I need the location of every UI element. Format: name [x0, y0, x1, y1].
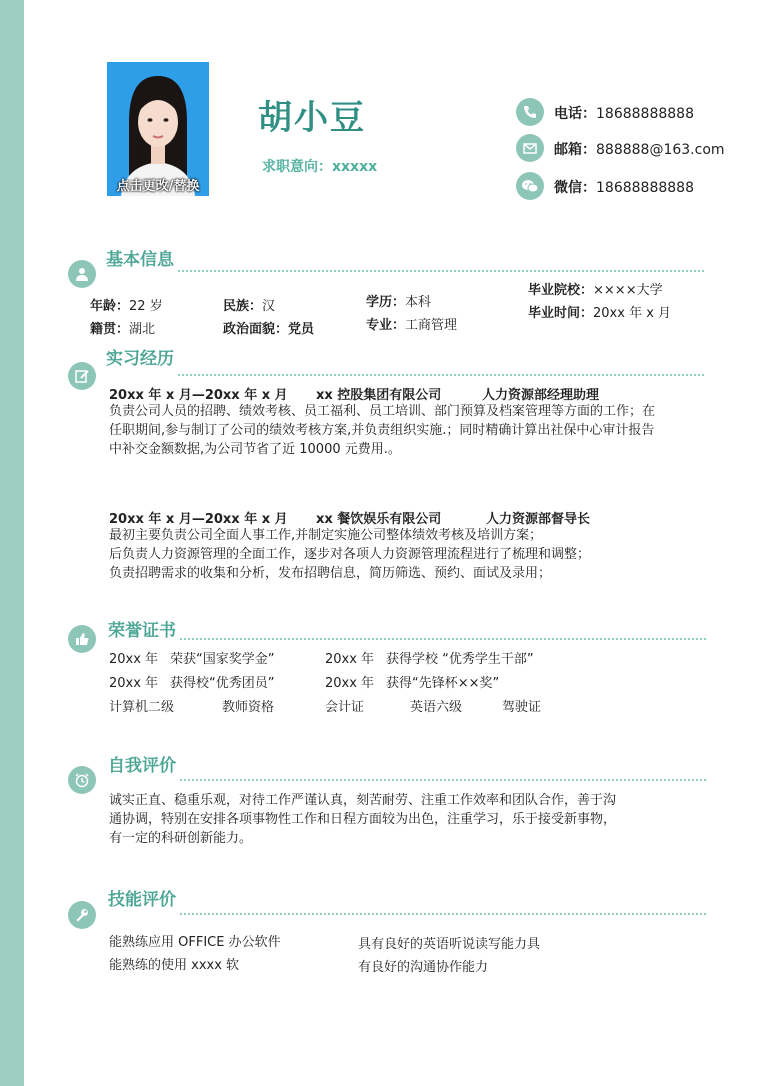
profile-photo[interactable] [107, 62, 209, 196]
phone-icon [516, 98, 544, 126]
section-title-internship: 实习经历 [106, 349, 174, 369]
divider [178, 270, 704, 272]
certificate: 会计证 [325, 700, 365, 715]
left-accent-bar [0, 0, 24, 1086]
divider [180, 638, 706, 640]
certificate: 英语六级 [410, 700, 463, 715]
wrench-icon [68, 901, 96, 929]
wechat-label: 微信： [554, 180, 596, 196]
honor-item: 荣获“国家奖学金” [170, 652, 275, 667]
email-label: 邮箱： [554, 142, 596, 158]
education-field: 学历：本科 [366, 295, 432, 310]
section-title-skills: 技能评价 [108, 890, 176, 910]
honor-item: 获得校“优秀团员” [170, 676, 275, 691]
job-intent: 求职意向：xxxxx [262, 159, 378, 175]
job2-period: 20xx 年 x 月—20xx 年 x 月 [109, 512, 288, 527]
section-title-self-eval: 自我评价 [108, 756, 176, 776]
honor-year: 20xx 年 [109, 676, 159, 691]
email-value: 888888@163.com [596, 142, 725, 158]
certificate: 计算机二级 [109, 700, 175, 715]
section-title-basic: 基本信息 [106, 250, 174, 270]
major-field: 专业：工商管理 [366, 318, 458, 333]
contact-wechat [516, 172, 756, 200]
job2-company: xx 餐饮娱乐有限公司 [316, 512, 442, 527]
honor-year: 20xx 年 [325, 676, 375, 691]
age-field: 年龄：22 岁 [90, 299, 163, 314]
skill-item: 能熟练应用 OFFICE 办公软件 [109, 935, 281, 950]
honor-year: 20xx 年 [325, 652, 375, 667]
self-eval-text: 诚实正直、稳重乐观，对待工作严谨认真，刻苦耐劳、注重工作效率和团队合作，善于沟 通协调，特别在安排各项事物性工作和日程方面较为出色，注重学习，乐于接受新事物， 有一定的科研创新能力。 [109, 793, 617, 846]
section-title-honors: 荣誉证书 [108, 621, 176, 641]
job1-period: 20xx 年 x 月—20xx 年 x 月 [109, 388, 288, 403]
divider [178, 374, 704, 376]
job1-company: xx 控股集团有限公司 [316, 388, 442, 403]
phone-value: 18688888888 [596, 106, 694, 122]
honor-item: 获得“先锋杯××奖” [386, 676, 500, 691]
job1-position: 人力资源部经理助理 [482, 388, 600, 403]
honor-year: 20xx 年 [109, 652, 159, 667]
phone-label: 电话： [554, 106, 596, 122]
divider [180, 779, 706, 781]
origin-field: 籍贯：湖北 [90, 322, 156, 337]
alarm-clock-icon [68, 766, 96, 794]
graduation-field: 毕业时间：20xx 年 x 月 [528, 306, 672, 321]
wechat-icon [516, 172, 544, 200]
skill-item: 能熟练的使用 xxxx 软 [109, 958, 240, 973]
honor-item: 获得学校 “优秀学生干部” [386, 652, 534, 667]
skill-item: 具有良好的英语听说读写能力具 [358, 937, 541, 952]
wechat-value: 18688888888 [596, 180, 694, 196]
certificate: 教师资格 [222, 700, 275, 715]
edit-icon [68, 362, 96, 390]
contact-phone [516, 98, 756, 126]
job2-description: 最初主要负责公司全面人事工作,并制定实施公司整体绩效考核及培训方案； 后负责人力资源管理的全面工作，逐步对各项人力资源管理流程进行了梳理和调整； 负责招聘需求的收集和分析，发布招聘信息，简历筛选、预约、面试及录用； [109, 528, 591, 581]
school-field: 毕业院校：××××大学 [528, 283, 663, 298]
divider [180, 913, 706, 915]
person-icon [68, 260, 96, 288]
candidate-name: 胡小豆 [258, 98, 366, 138]
photo-change-caption[interactable]: 点击更改/替换 [116, 179, 200, 194]
thumbs-up-icon [68, 625, 96, 653]
job1-description: 负责公司人员的招聘、绩效考核、员工福利、员工培训、部门预算及档案管理等方面的工作；在 任职期间,参与制订了公司的绩效考核方案,并负责组织实施.；同时精确计算出社保中心审计报告 中补交金额数据,为公司节省了近 10000 元费用.。 [109, 404, 656, 457]
political-field: 政治面貌：党员 [223, 322, 315, 337]
contact-email [516, 134, 756, 162]
job2-position: 人力资源部督导长 [486, 512, 591, 527]
certificate: 驾驶证 [502, 700, 542, 715]
mail-icon [516, 134, 544, 162]
skill-item: 有良好的沟通协作能力 [358, 960, 489, 975]
ethnic-field: 民族：汉 [223, 299, 276, 314]
